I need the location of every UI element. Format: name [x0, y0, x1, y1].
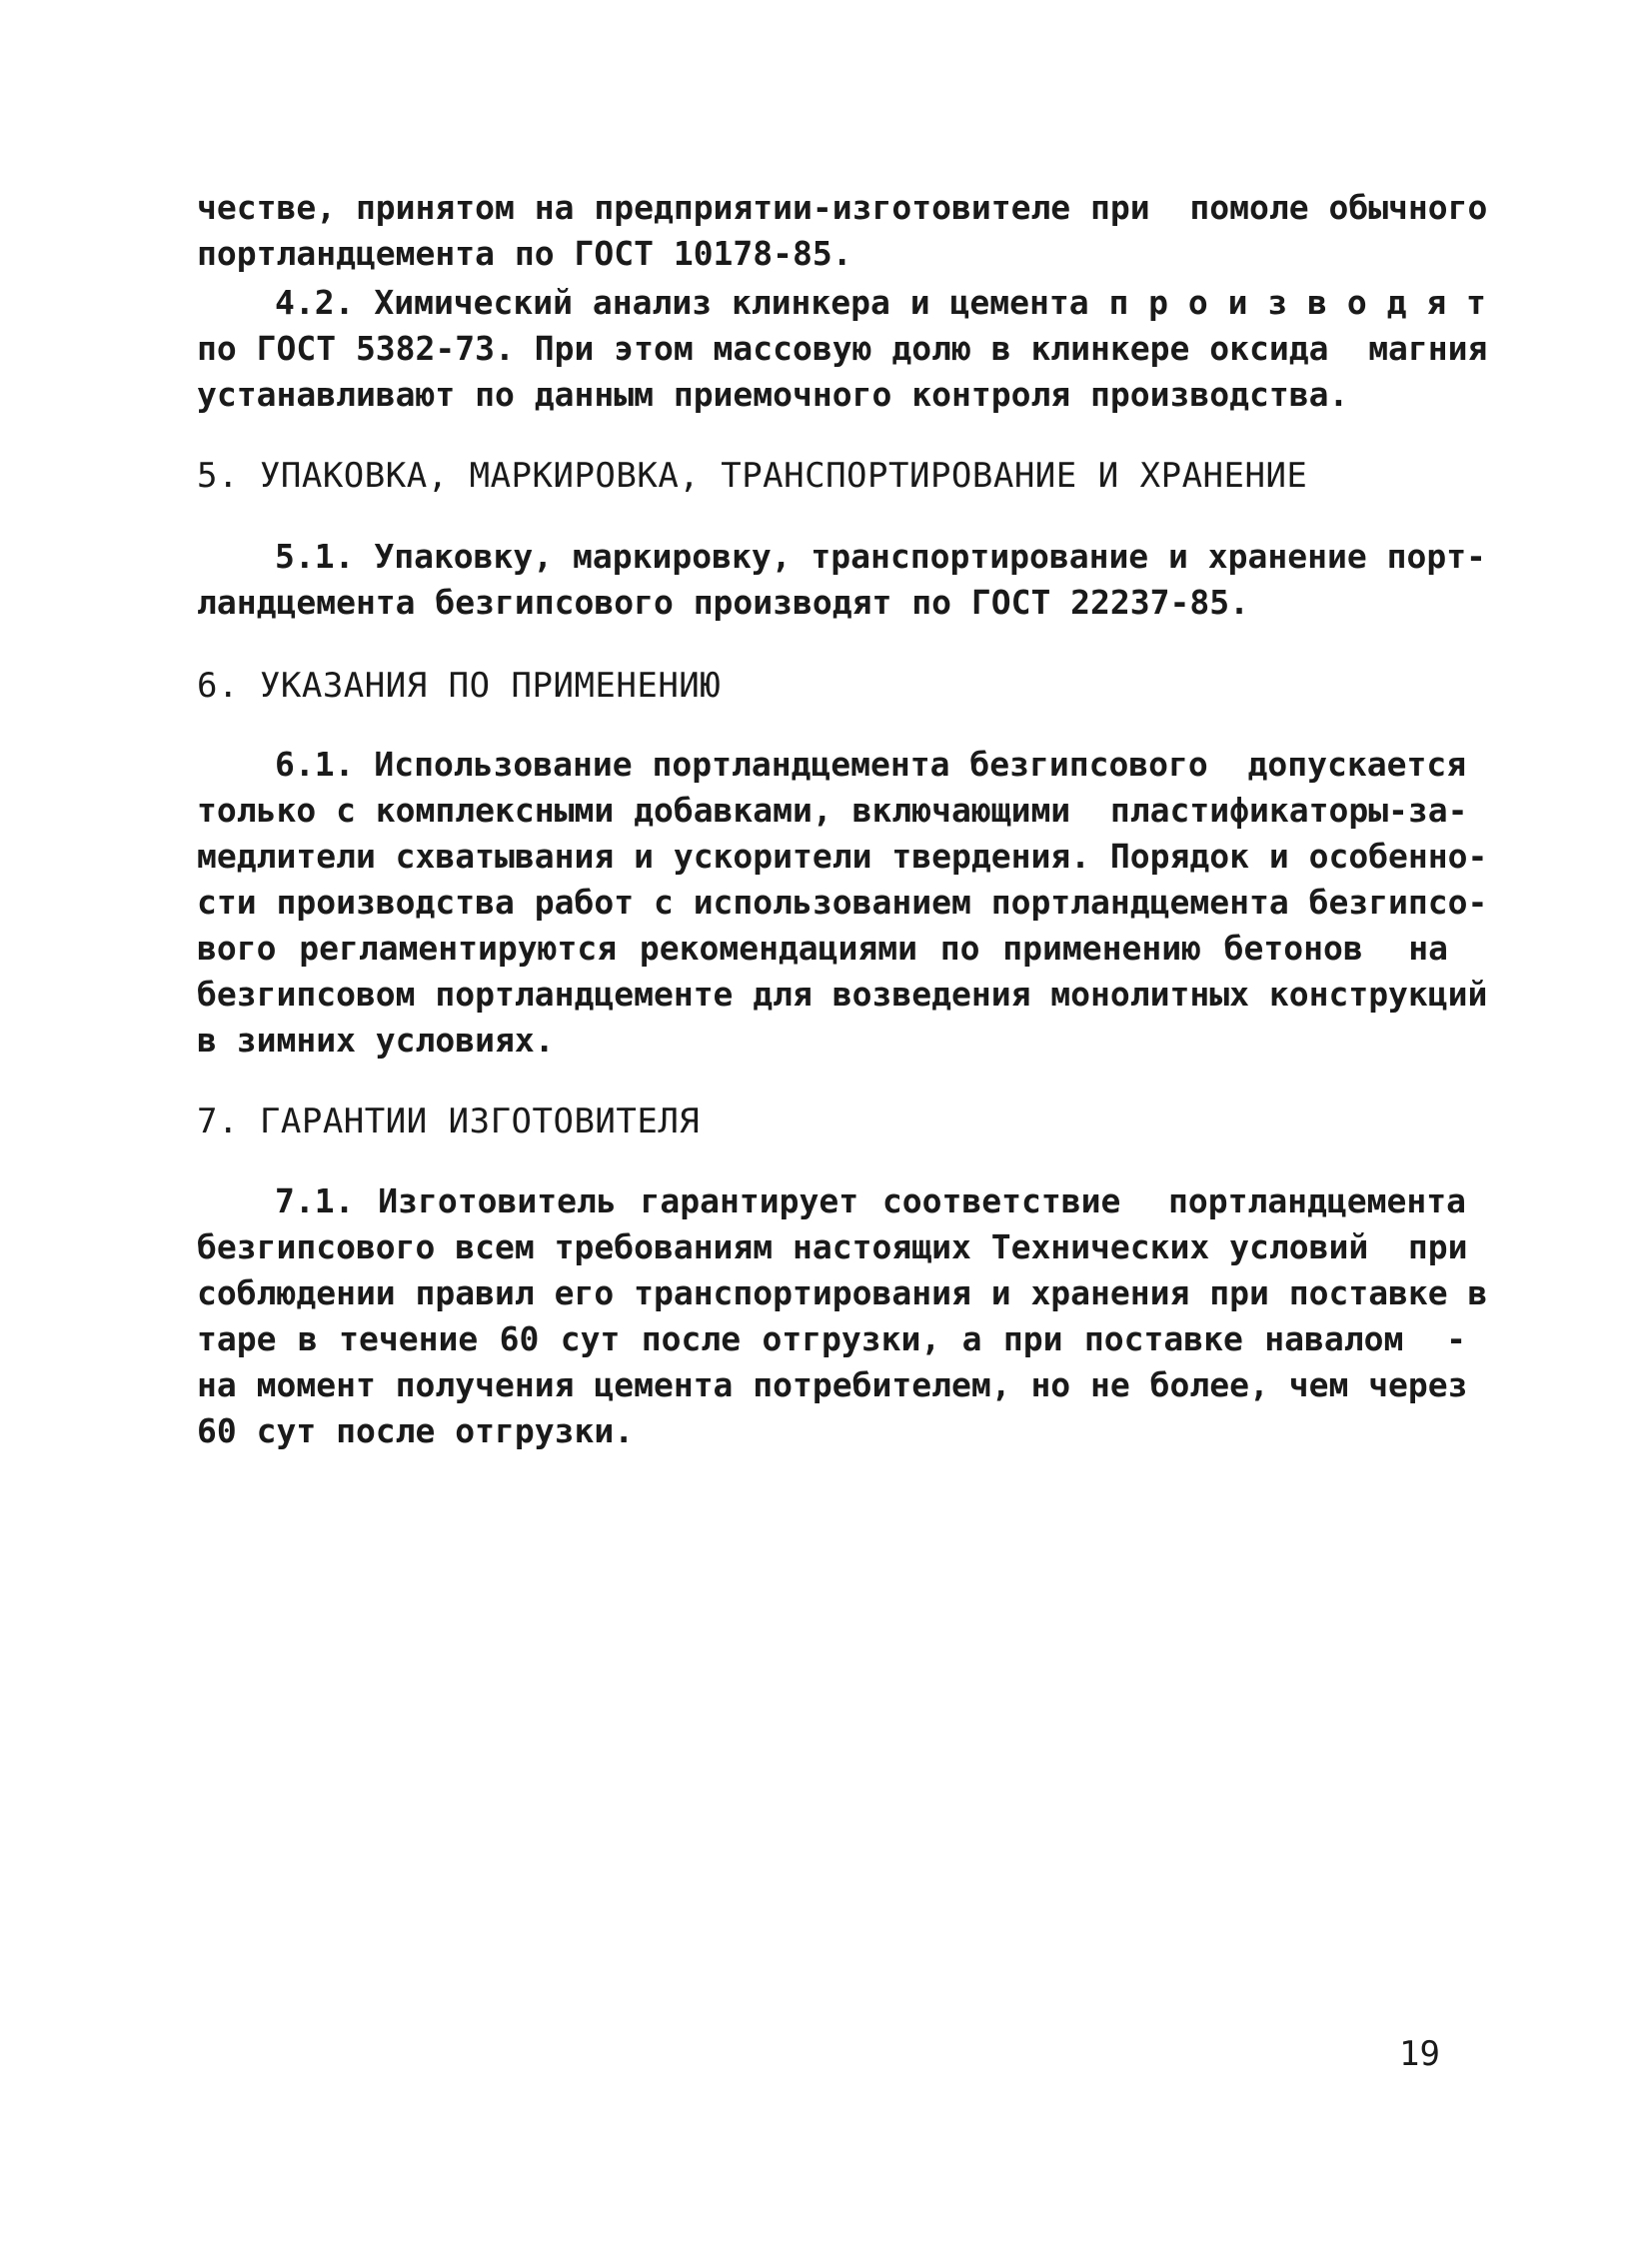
text-line: в зимних условиях. — [197, 1021, 555, 1060]
text-line: 5.1. Упаковку, маркировку, транспортирование и хранение порт- — [275, 537, 1486, 576]
text-line: ландцемента безгипсового производят по ГОСТ 22237-85. — [197, 583, 1249, 622]
text-line: сти производства работ с использованием портландцемента безгипсо- — [197, 883, 1488, 922]
text-line: 4.2. Химический анализ клинкера и цемента п р о и з в о д я т — [275, 283, 1486, 322]
text-line: по ГОСТ 5382-73. При этом массовую долю в клинкере оксида магния — [197, 329, 1488, 368]
text-line: 6.1. Использование портландцемента безгипсового допускается — [275, 745, 1467, 784]
text-line: 60 сут после отгрузки. — [197, 1411, 635, 1450]
text-line: 7.1. Изготовитель гарантирует соответствие портландцемента — [275, 1181, 1466, 1220]
text-line: портландцемента по ГОСТ 10178-85. — [197, 234, 852, 273]
text-line: таре в течение 60 сут после отгрузки, а при поставке навалом - — [197, 1319, 1466, 1358]
text-line: вого регламентируются рекомендациями по применению бетонов на — [197, 929, 1448, 968]
text-line: медлители схватывания и ускорители твердения. Порядок и особенно- — [197, 837, 1488, 876]
section-heading: 7. ГАРАНТИИ ИЗГОТОВИТЕЛЯ — [197, 1102, 701, 1141]
page-number: 19 — [1399, 2034, 1440, 2074]
section-heading: 6. УКАЗАНИЯ ПО ПРИМЕНЕНИЮ — [197, 666, 722, 706]
text-line: безгипсовом портландцементе для возведения монолитных конструкций — [197, 975, 1488, 1014]
text-line: только с комплексными добавками, включающими пластификаторы-за- — [197, 791, 1468, 830]
text-line: честве, принятом на предприятии-изготовителе при помоле обычного — [197, 188, 1488, 227]
text-line: устанавливают по данным приемочного контроля производства. — [197, 375, 1349, 414]
text-line: соблюдении правил его транспортирования и хранения при поставке в — [197, 1273, 1488, 1312]
text-line: на момент получения цемента потребителем, но не более, чем через — [197, 1365, 1468, 1404]
section-heading: 5. УПАКОВКА, МАРКИРОВКА, ТРАНСПОРТИРОВАНИЕ И ХРАНЕНИЕ — [197, 456, 1308, 496]
text-line: безгипсового всем требованиям настоящих Технических условий при — [197, 1227, 1468, 1266]
